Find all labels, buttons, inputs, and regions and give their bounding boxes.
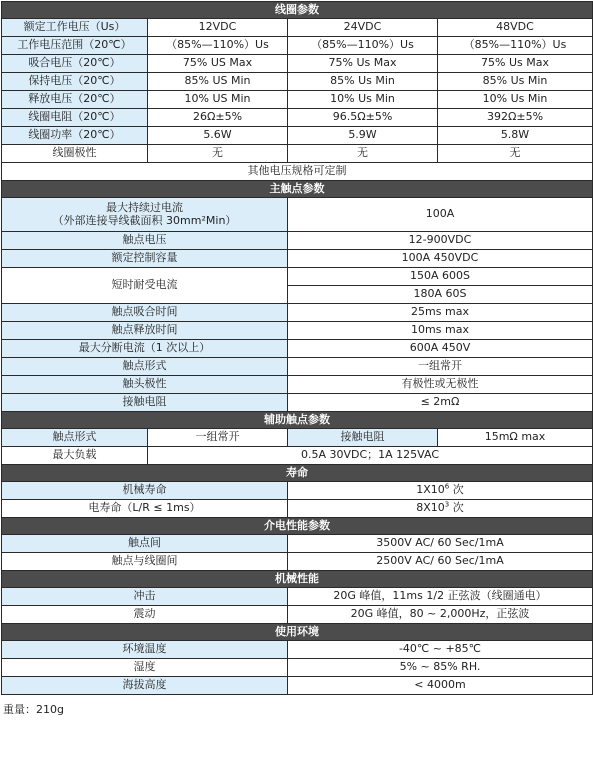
section-header-life: 寿命	[2, 465, 593, 482]
dielectric-row-label: 触点间	[2, 535, 288, 553]
dielectric-row-label: 触点与线圈间	[2, 553, 288, 571]
main-contact-row-value: 12-900VDC	[288, 232, 593, 250]
coil-row-label: 保持电压（20℃）	[2, 73, 148, 91]
mech-life-label: 机械寿命	[2, 482, 288, 500]
main-contact-row-value: 10ms max	[288, 322, 593, 340]
main-contact-row-value: 有极性或无极性	[288, 376, 593, 394]
coil-column-header: 48VDC	[438, 19, 593, 37]
mechanical-row-value: 20G 峰值，11ms 1/2 正弦波（线圈通电）	[288, 588, 593, 606]
section-header-dielectric: 介电性能参数	[2, 518, 593, 535]
coil-cell: （85%—110%）Us	[148, 37, 288, 55]
coil-cell: 85% Us Min	[438, 73, 593, 91]
elec-life-value	[288, 500, 593, 518]
spec-table	[1, 1, 593, 695]
coil-row-label: 线圈功率（20℃）	[2, 127, 148, 145]
short-time-current-value: 150A 600S	[288, 268, 593, 286]
environment-row-label: 海拔高度	[2, 677, 288, 695]
coil-row-label: 吸合电压（20℃）	[2, 55, 148, 73]
coil-cell: 5.9W	[288, 127, 438, 145]
main-contact-row-label: 触点吸合时间	[2, 304, 288, 322]
environment-row-label: 环境温度	[2, 641, 288, 659]
coil-cell: 96.5Ω±5%	[288, 109, 438, 127]
mechanical-row-label: 冲击	[2, 588, 288, 606]
main-contact-row-label: 触点释放时间	[2, 322, 288, 340]
mech-life-base: 1X10	[416, 483, 445, 497]
main-contact-row-label: 最大分断电流（1 次以上）	[2, 340, 288, 358]
coil-cell: 10% Us Min	[438, 91, 593, 109]
mechanical-row-value: 20G 峰值，80 ~ 2,000Hz，正弦波	[288, 606, 593, 624]
coil-cell: 85% Us Min	[288, 73, 438, 91]
mech-life-exponent: 6	[444, 482, 450, 491]
aux-max-load-value: 0.5A 30VDC；1A 125VAC	[148, 447, 593, 465]
coil-row-label: 线圈电阻（20℃）	[2, 109, 148, 127]
main-contact-row-label: 触头极性	[2, 376, 288, 394]
short-time-current-label: 短时耐受电流	[2, 268, 288, 304]
aux-resistance-label: 接触电阻	[288, 429, 438, 447]
coil-cell: 10% US Min	[148, 91, 288, 109]
weight-note: 重量：210g	[3, 703, 64, 716]
section-header-coil: 线圈参数	[2, 2, 593, 19]
environment-row-value: -40℃ ~ +85℃	[288, 641, 593, 659]
mechanical-row-label: 震动	[2, 606, 288, 624]
section-header-mechanical: 机械性能	[2, 571, 593, 588]
coil-row-label: 线圈极性	[2, 145, 148, 163]
environment-row-label: 湿度	[2, 659, 288, 677]
mech-life-unit: 次	[449, 483, 464, 497]
max-current-label-line2: （外部连接导线截面积 30mm²Min）	[52, 213, 237, 227]
aux-form-value: 一组常开	[148, 429, 288, 447]
coil-cell: 5.6W	[148, 127, 288, 145]
environment-row-value: < 4000m	[288, 677, 593, 695]
coil-cell: 75% Us Max	[288, 55, 438, 73]
max-current-label	[2, 198, 288, 232]
coil-row-label: 释放电压（20℃）	[2, 91, 148, 109]
elec-life-base: 8X10	[416, 501, 445, 515]
main-contact-row-label: 触点形式	[2, 358, 288, 376]
environment-row-value: 5% ~ 85% RH.	[288, 659, 593, 677]
main-contact-row-label: 额定控制容量	[2, 250, 288, 268]
coil-cell: 无	[288, 145, 438, 163]
coil-cell: 5.8W	[438, 127, 593, 145]
main-contact-row-value: 一组常开	[288, 358, 593, 376]
section-header-main-contact: 主触点参数	[2, 181, 593, 198]
coil-cell: 75% Us Max	[438, 55, 593, 73]
aux-form-label: 触点形式	[2, 429, 148, 447]
coil-cell: 无	[148, 145, 288, 163]
coil-custom-note: 其他电压规格可定制	[2, 163, 593, 181]
aux-resistance-value: 15mΩ max	[438, 429, 593, 447]
coil-cell: 85% US Min	[148, 73, 288, 91]
max-current-label-line1: 最大持续过电流	[106, 200, 183, 214]
coil-column-header: 额定工作电压（Us）	[2, 19, 148, 37]
max-current-value: 100A	[288, 198, 593, 232]
main-contact-row-label: 触点电压	[2, 232, 288, 250]
main-contact-row-value: ≤ 2mΩ	[288, 394, 593, 412]
section-header-aux-contact: 辅助触点参数	[2, 412, 593, 429]
main-contact-row-value: 25ms max	[288, 304, 593, 322]
aux-max-load-label: 最大负载	[2, 447, 148, 465]
section-header-environment: 使用环境	[2, 624, 593, 641]
coil-cell: 75% US Max	[148, 55, 288, 73]
coil-column-header: 24VDC	[288, 19, 438, 37]
spec-sheet	[1, 1, 592, 717]
dielectric-row-value: 2500V AC/ 60 Sec/1mA	[288, 553, 593, 571]
coil-cell: 无	[438, 145, 593, 163]
main-contact-row-label: 接触电阻	[2, 394, 288, 412]
main-contact-row-value: 100A 450VDC	[288, 250, 593, 268]
elec-life-unit: 次	[449, 501, 464, 515]
main-contact-row-value: 600A 450V	[288, 340, 593, 358]
short-time-current-value: 180A 60S	[288, 286, 593, 304]
coil-column-header: 12VDC	[148, 19, 288, 37]
coil-cell: 26Ω±5%	[148, 109, 288, 127]
coil-cell: 392Ω±5%	[438, 109, 593, 127]
coil-cell: （85%—110%）Us	[438, 37, 593, 55]
mech-life-value	[288, 482, 593, 500]
coil-cell: （85%—110%）Us	[288, 37, 438, 55]
elec-life-exponent: 3	[444, 500, 450, 509]
coil-row-label: 工作电压范围（20℃）	[2, 37, 148, 55]
coil-cell: 10% Us Min	[288, 91, 438, 109]
elec-life-label: 电寿命（L/R ≤ 1ms）	[2, 500, 288, 518]
dielectric-row-value: 3500V AC/ 60 Sec/1mA	[288, 535, 593, 553]
